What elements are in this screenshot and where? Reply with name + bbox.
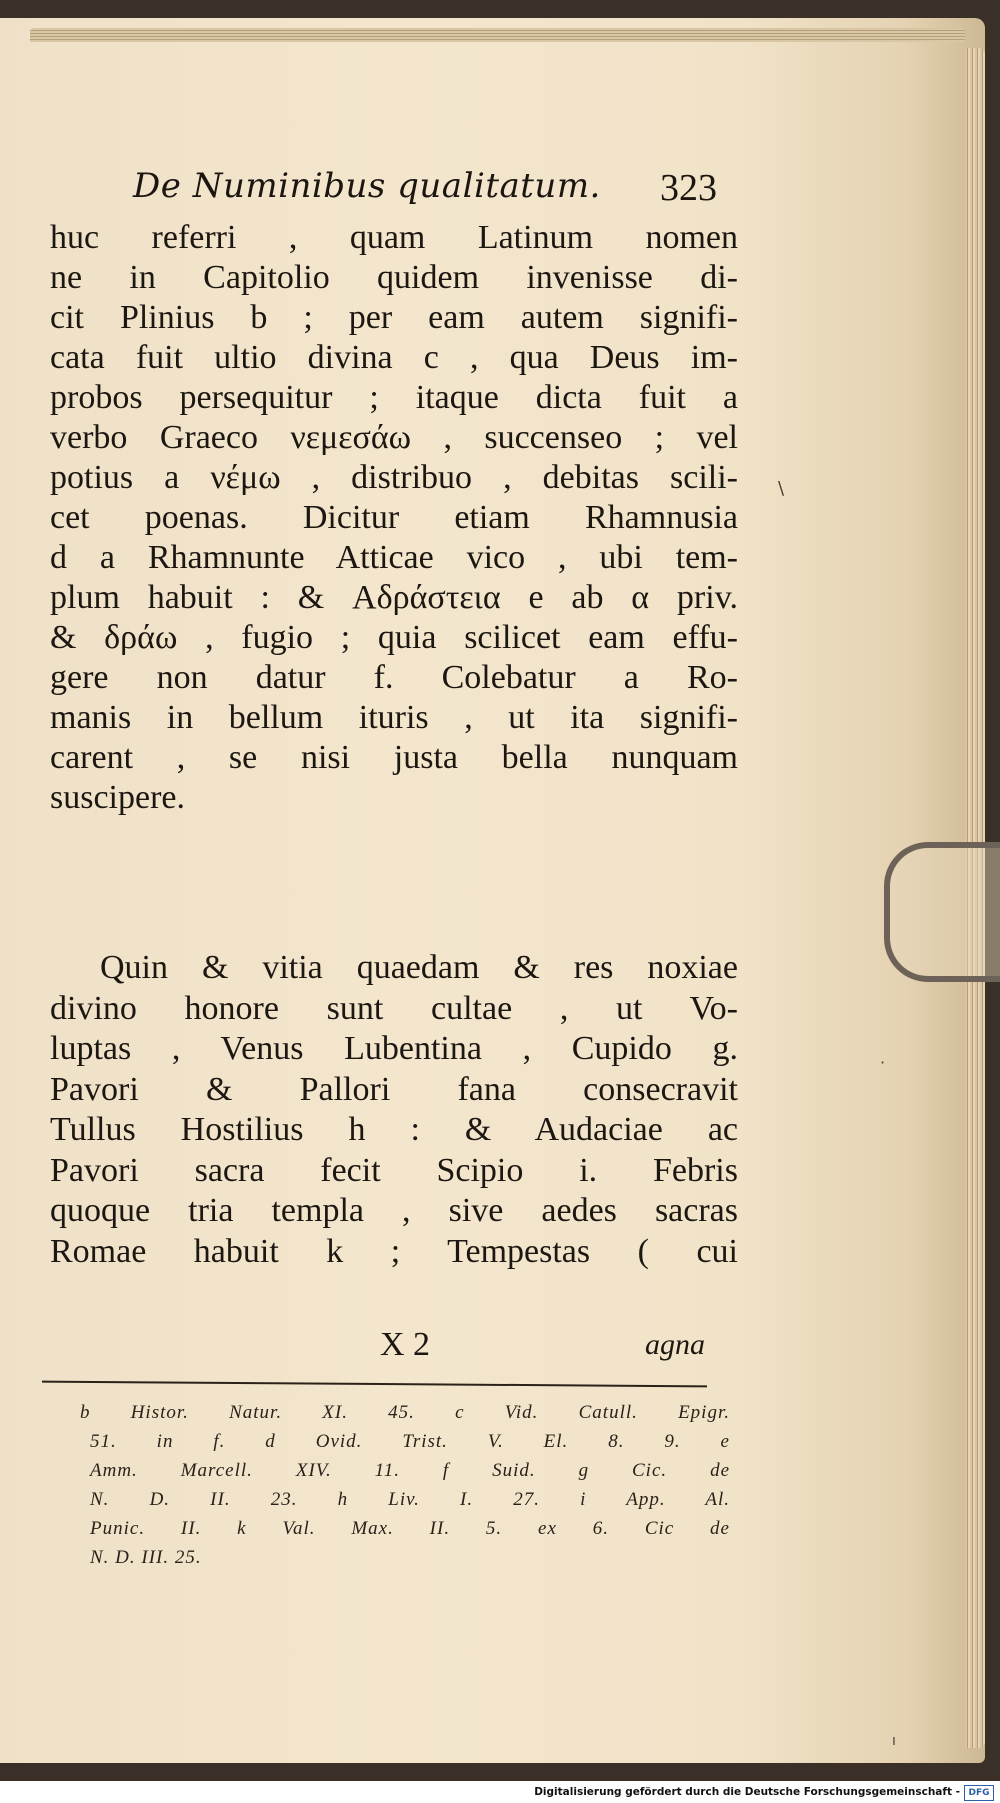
footnote-line: Punic. II. k Val. Max. II. 5. ex 6. Cic de: [90, 1518, 730, 1539]
text-line: probos persequitur ; itaque dicta fuit a: [50, 379, 738, 416]
text-line: huc referri , quam Latinum nomen: [50, 219, 738, 256]
text-line: d a Rhamnunte Atticae vico , ubi tem-: [50, 539, 738, 576]
text-line: suscipere.: [50, 779, 186, 816]
dfg-logo-icon: DFG: [964, 1785, 994, 1801]
book-clip: [884, 842, 1000, 982]
text-line: Pavori sacra fecit Scipio i. Febris: [50, 1151, 738, 1189]
text-line: & δράω , fugio ; quia scilicet eam effu-: [50, 619, 738, 656]
text-line: luptas , Venus Lubentina , Cupido g.: [50, 1030, 738, 1067]
text-line: cet poenas. Dicitur etiam Rhamnusia: [50, 499, 738, 536]
paragraph-1: [50, 218, 738, 818]
digitization-credit-bar: [0, 1781, 1000, 1803]
text-line: carent , se nisi justa bella nunquam: [50, 739, 738, 776]
text-line: Romae habuit k ; Tempestas ( cui: [50, 1232, 738, 1270]
text-line: manis in bellum ituris , ut ita signifi-: [50, 699, 738, 736]
speck-mark: ·: [880, 1053, 886, 1072]
footnote-line: 51. in f. d Ovid. Trist. V. El. 8. 9. e: [90, 1431, 730, 1452]
text-line: gere non datur f. Colebatur a Ro-: [50, 659, 738, 696]
running-title: De Numinibus qualitatum.: [133, 166, 601, 206]
text-line: Quin & vitia quaedam & res noxiae: [100, 949, 738, 986]
text-line: divino honore sunt cultae , ut Vo-: [50, 989, 738, 1027]
speck-mark: \: [778, 478, 785, 499]
text-line: quoque tria templa , sive aedes sacras: [50, 1192, 738, 1229]
text-line: cata fuit ultio divina c , qua Deus im-: [50, 339, 738, 376]
footnote-rule: [42, 1381, 707, 1388]
footnote-line: N. D. II. 23. h Liv. I. 27. i App. Al.: [90, 1489, 730, 1510]
text-line: plum habuit : & Αδράστεια e ab α priv.: [50, 579, 738, 616]
text-line: potius a νέμω , distribuo , debitas scili-: [50, 459, 738, 496]
signature-mark: X 2: [380, 1326, 431, 1363]
text-line: cit Plinius b ; per eam autem signifi-: [50, 299, 738, 336]
speck-mark: ı: [892, 1733, 896, 1749]
text-line: ne in Capitolio quidem invenisse di-: [50, 259, 738, 296]
footnotes: [80, 1398, 730, 1572]
text-line: Tullus Hostilius h : & Audaciae ac: [50, 1111, 738, 1148]
page-number: 323: [660, 167, 717, 209]
book-page: [0, 18, 985, 1763]
credit-text: Digitalisierung gefördert durch die Deutsche Forschungsgemeinschaft -: [534, 1786, 960, 1798]
footnote-line: N. D. III. 25.: [90, 1547, 202, 1568]
catchword: agna: [645, 1328, 705, 1361]
paragraph-2: [50, 948, 738, 1272]
text-line: Pavori & Pallori fana consecravit: [50, 1070, 738, 1108]
text-line: verbo Graeco νεμεσάω , succenseo ; vel: [50, 419, 738, 456]
page-top-edge: [30, 28, 965, 42]
footnote-line: Amm. Marcell. XIV. 11. f Suid. g Cic. de: [90, 1460, 730, 1481]
footnote-line: b Histor. Natur. XI. 45. c Vid. Catull. Epigr.: [80, 1402, 730, 1423]
